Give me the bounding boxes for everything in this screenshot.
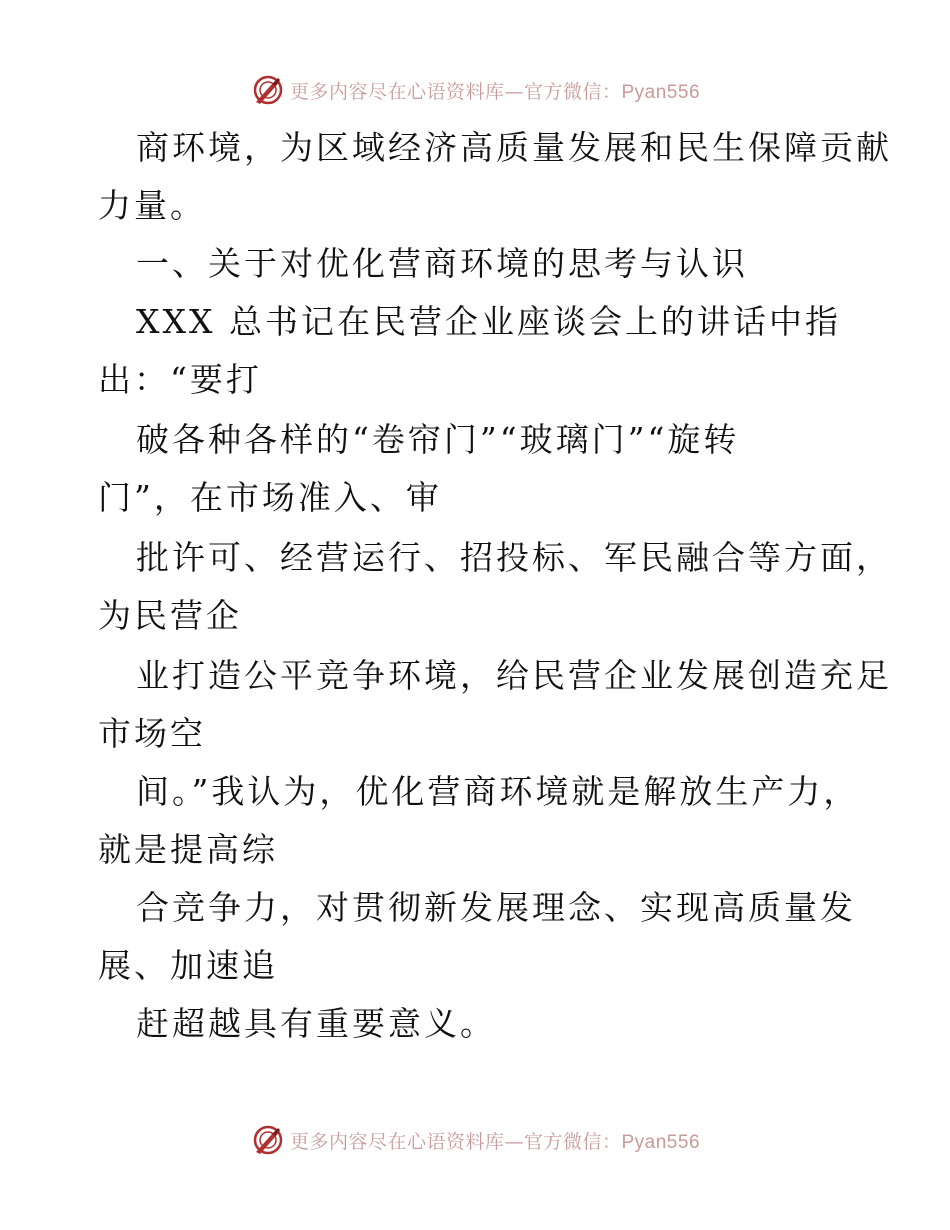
text-line: XXX 总书记在民营企业座谈会上的讲话中指: [136, 302, 841, 341]
watermark-handle: Pyan556: [621, 81, 701, 103]
watermark-handle: Pyan556: [621, 1131, 701, 1153]
footer-watermark: [0, 1120, 950, 1160]
watermark-text: 更多内容尽在心语资料库—官方微信：Pyan556: [289, 80, 701, 103]
text-line: 就是提高综: [98, 830, 278, 869]
text-line: 合竞争力，对贯彻新发展理念、实现高质量发: [136, 888, 856, 927]
text-line: 力量。: [98, 186, 206, 225]
text-line: 门”，在市场准入、审: [98, 478, 442, 517]
text-line: 市场空: [98, 714, 206, 753]
text-line: 批许可、经营运行、招投标、军民融合等方面，: [136, 538, 892, 577]
text-line: 间。”我认为，优化营商环境就是解放生产力，: [136, 772, 860, 811]
text-line: 出：“要打: [98, 360, 262, 399]
text-line: 破各种各样的“卷帘门”“玻璃门”“旋转: [136, 420, 740, 459]
text-line: 赶超越具有重要意义。: [136, 1004, 496, 1043]
section-heading: 一、关于对优化营商环境的思考与认识: [136, 244, 748, 283]
text-line: 业打造公平竞争环境，给民营企业发展创造充足: [136, 656, 892, 695]
pen-logo-icon: [250, 1122, 286, 1158]
watermark-text: 更多内容尽在心语资料库—官方微信：Pyan556: [289, 1130, 701, 1153]
text-line: 为民营企: [98, 596, 242, 635]
text-line: 商环境，为区域经济高质量发展和民生保障贡献: [136, 128, 892, 167]
text-line: 展、加速追: [98, 946, 278, 985]
